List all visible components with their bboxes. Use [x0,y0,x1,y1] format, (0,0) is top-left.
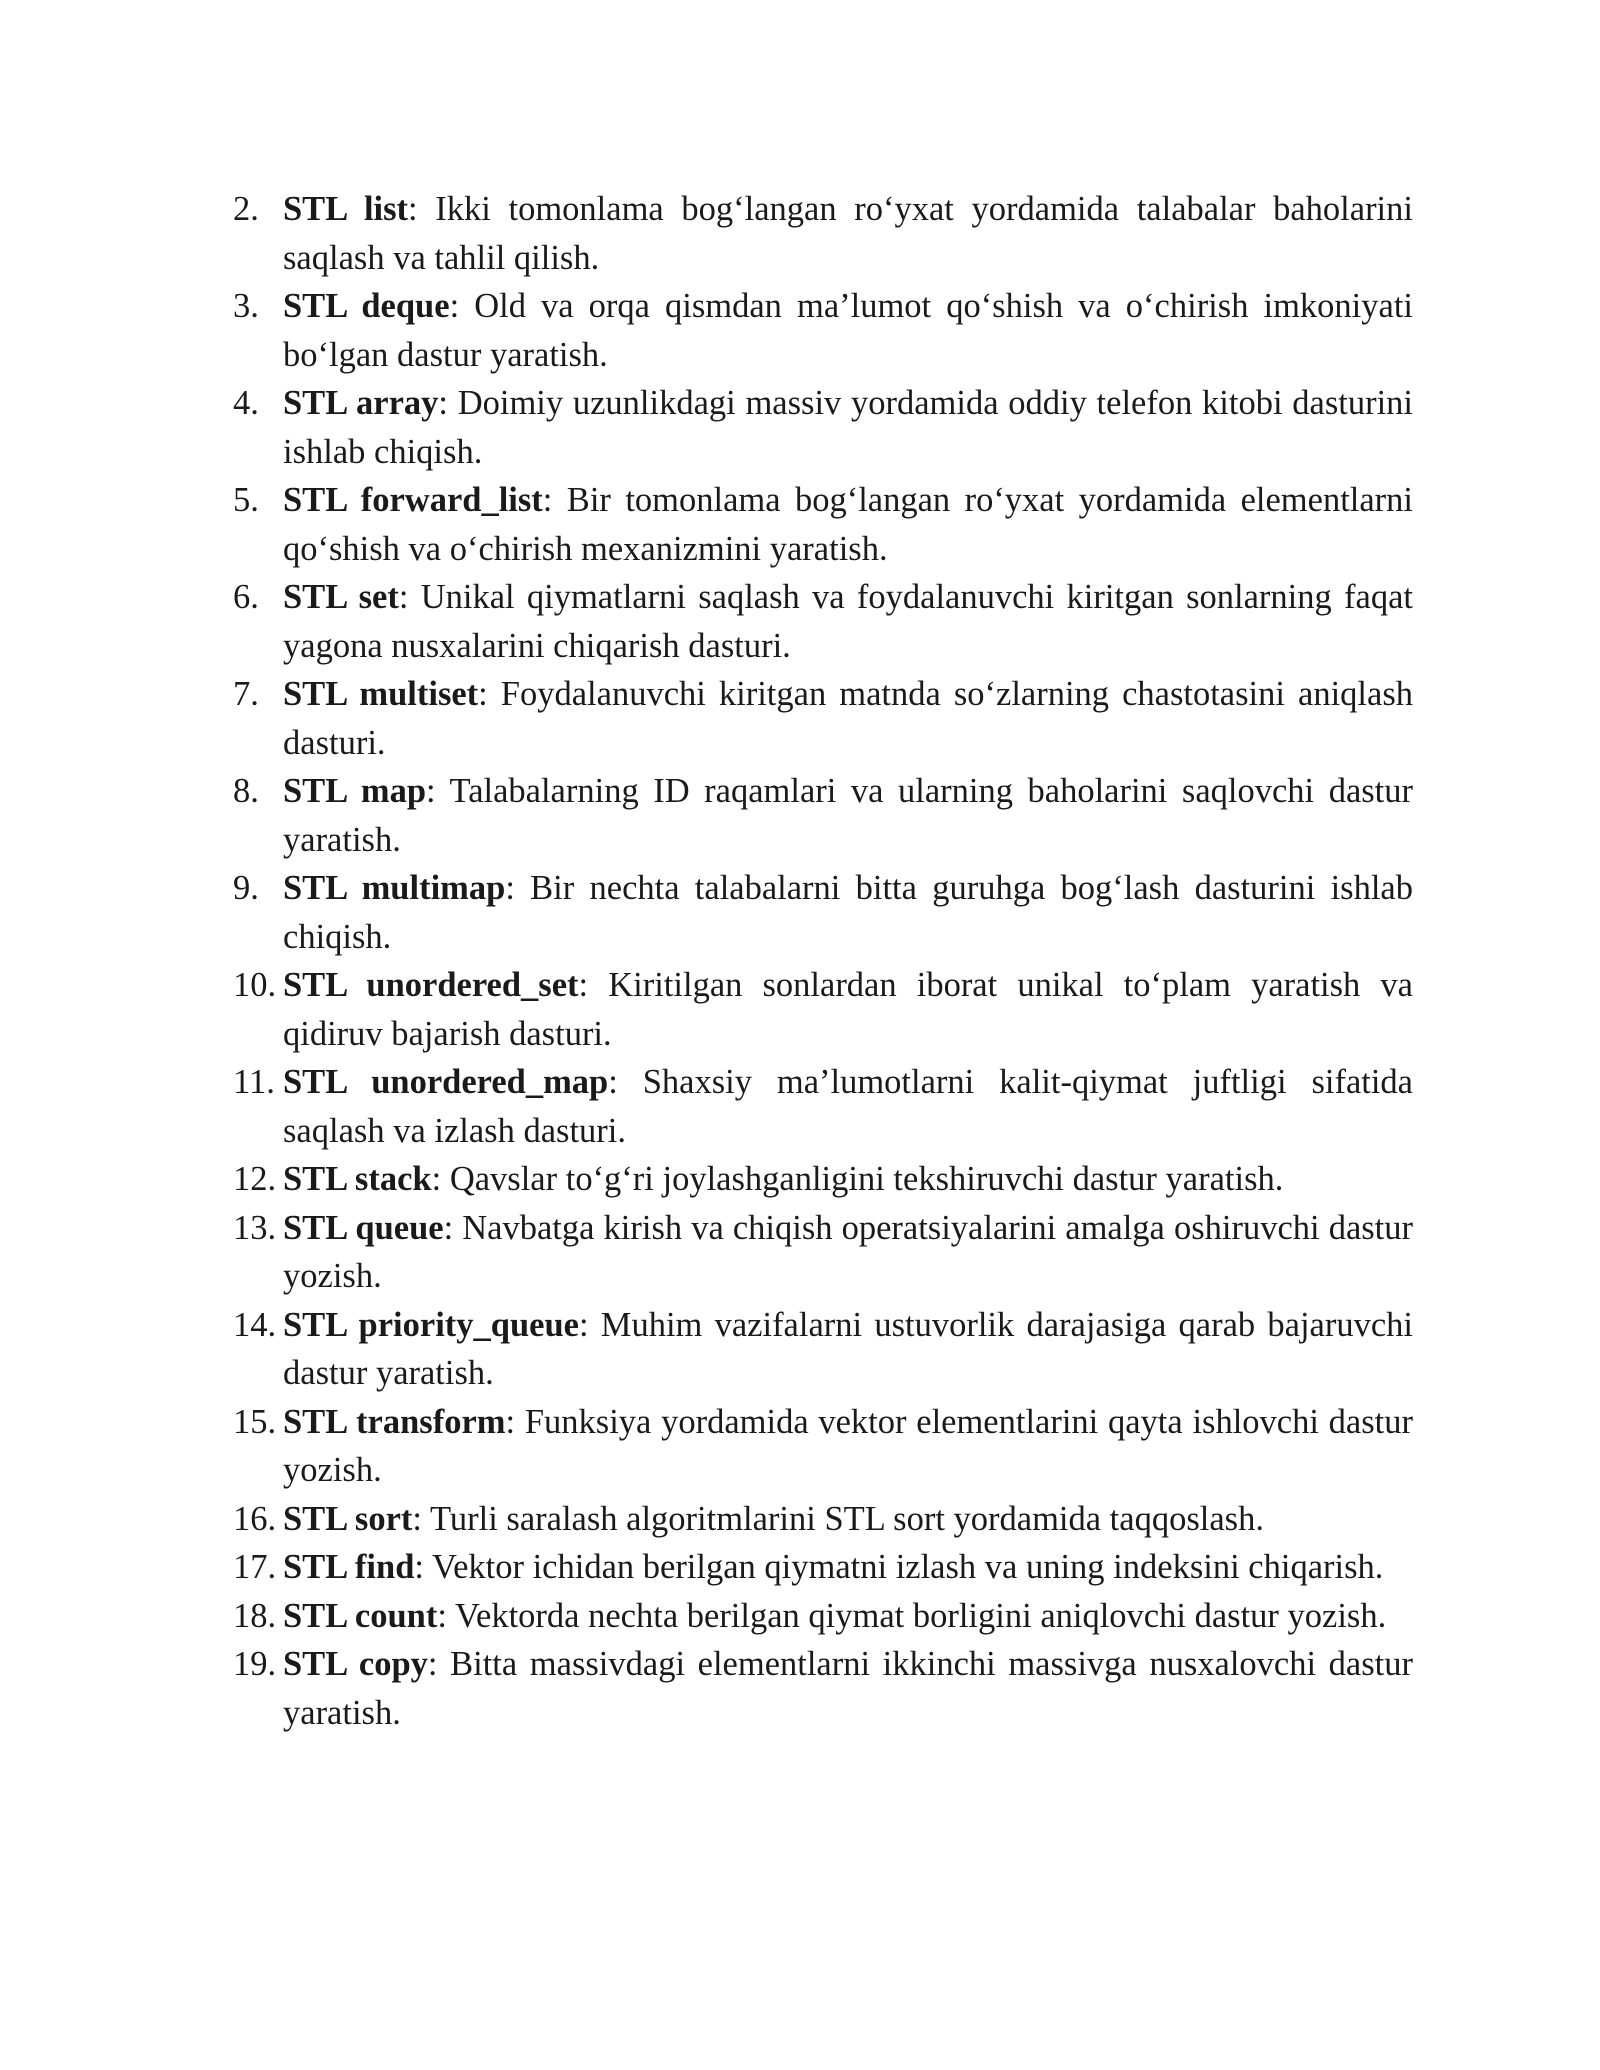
item-description: : Kiritilgan sonlardan iborat unikal to‘plam yaratish va qidiruv bajarish dasturi. [283,966,1413,1053]
list-item [233,1495,1413,1544]
list-item [233,282,1413,379]
item-description: : Muhim vazifalarni ustuvorlik darajasiga qarab bajaruvchi dastur yaratish. [283,1305,1413,1392]
item-number: 11. [233,1063,275,1101]
item-number: 8. [233,772,259,810]
list-item [233,573,1413,670]
list-item [233,185,1413,282]
list-item [233,476,1413,573]
item-number: 5. [233,481,259,519]
list-item [233,1058,1413,1155]
list-item [233,864,1413,961]
item-term: STL unordered_map [283,1063,609,1101]
item-description: : Bir nechta talabalarni bitta guruhga bog‘lash dasturini ishlab chiqish. [283,869,1413,956]
item-term: STL set [283,578,399,616]
item-description: : Old va orqa qismdan ma’lumot qo‘shish va o‘chirish imkoniyati bo‘lgan dastur yaratish. [283,287,1413,374]
item-number: 16. [233,1499,277,1538]
item-term: STL sort [283,1499,413,1538]
item-term: STL multiset [283,675,479,713]
item-term: STL queue [283,1208,444,1247]
item-term: STL transform [283,1402,506,1441]
item-term: STL unordered_set [283,966,579,1004]
item-number: 14. [233,1305,277,1344]
list-item [233,1592,1413,1641]
list-item [233,961,1413,1058]
item-description: : Bir tomonlama bog‘langan ro‘yxat yordamida elementlarni qo‘shish va o‘chirish mexanizmini yaratish. [283,481,1414,568]
item-description: : Vektorda nechta berilgan qiymat borligini aniqlovchi dastur yozish. [437,1596,1387,1635]
item-description: : Navbatga kirish va chiqish operatsiyalarini amalga oshiruvchi dastur yozish. [283,1208,1414,1295]
item-description: : Ikki tomonlama bog‘langan ro‘yxat yordamida talabalar baholarini saqlash va tahlil qilish. [283,190,1413,277]
item-term: STL forward_list [283,481,543,519]
item-term: STL array [283,384,439,422]
item-description: : Doimiy uzunlikdagi massiv yordamida oddiy telefon kitobi dasturini ishlab chiqish. [283,384,1413,471]
list-item [233,670,1413,767]
item-number: 9. [233,869,259,907]
item-description: : Qavslar to‘g‘ri joylashganligini tekshiruvchi dastur yaratish. [431,1160,1284,1198]
list-item [233,1543,1413,1592]
item-number: 4. [233,384,259,422]
item-description: : Vektor ichidan berilgan qiymatni izlash va uning indeksini chiqarish. [414,1548,1384,1586]
item-number: 10. [233,966,277,1004]
item-term: STL multimap [283,869,506,907]
list-item [233,1398,1413,1495]
item-description: : Turli saralash algoritmlarini STL sort yordamida taqqoslash. [412,1499,1264,1538]
item-term: STL list [283,190,409,228]
list-item [233,379,1413,476]
list-item [233,1155,1413,1204]
list-item [233,1301,1413,1398]
item-number: 18. [233,1596,277,1635]
item-term: STL deque [283,287,450,325]
list-item [233,1204,1413,1301]
item-number: 17. [233,1548,277,1586]
item-description: : Unikal qiymatlarni saqlash va foydalanuvchi kiritgan sonlarning faqat yagona nusxalarini chiqarish dasturi. [283,578,1413,665]
item-number: 15. [233,1402,277,1441]
list-item [233,767,1413,864]
item-number: 13. [233,1208,277,1247]
item-term: STL map [283,772,427,810]
item-term: STL count [283,1596,438,1635]
task-list [233,185,1413,1737]
item-term: STL find [283,1548,415,1586]
item-number: 6. [233,578,259,616]
list-item [233,1640,1413,1737]
item-description: : Bitta massivdagi elementlarni ikkinchi massivga nusxalovchi dastur yaratish. [283,1645,1413,1732]
item-description: : Foydalanuvchi kiritgan matnda so‘zlarning chastotasini aniqlash dasturi. [283,675,1413,762]
item-term: STL stack [283,1160,432,1198]
item-description: : Talabalarning ID raqamlari va ularning baholarini saqlovchi dastur yaratish. [283,772,1414,859]
item-number: 12. [233,1160,277,1198]
item-number: 3. [233,287,259,325]
item-term: STL priority_queue [283,1305,579,1344]
item-number: 19. [233,1645,277,1683]
item-number: 2. [233,190,259,228]
item-term: STL copy [283,1645,428,1683]
item-number: 7. [233,675,259,713]
item-description: : Shaxsiy ma’lumotlarni kalit-qiymat juftligi sifatida saqlash va izlash dasturi. [283,1063,1413,1150]
item-description: : Funksiya yordamida vektor elementlarini qayta ishlovchi dastur yozish. [283,1402,1413,1489]
